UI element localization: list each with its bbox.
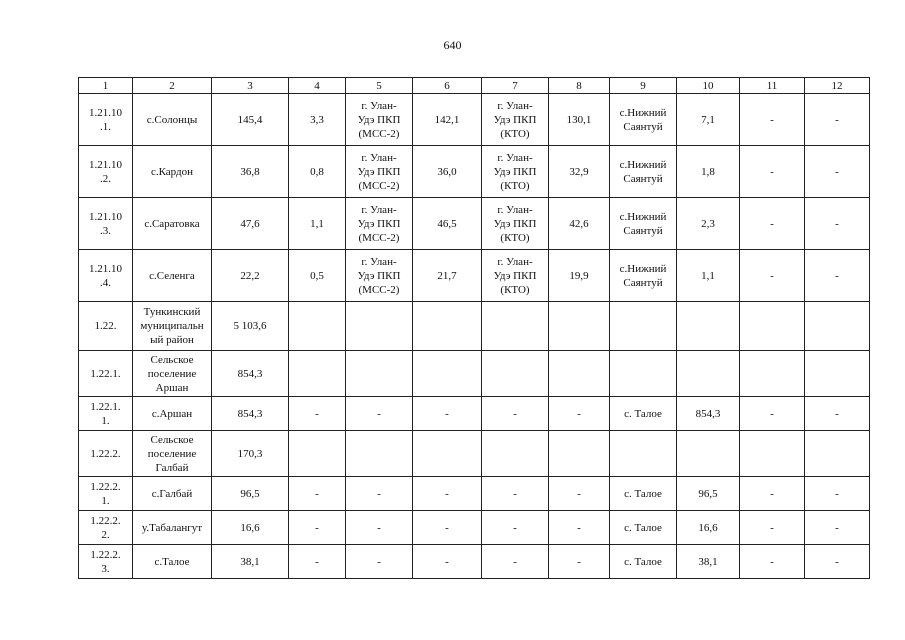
cell-text: г. Улан- Удэ ПКП (КТО) <box>493 151 537 192</box>
cell-text: 1,1 <box>701 269 715 282</box>
cell-text: г. Улан- Удэ ПКП (МСС-2) <box>357 151 401 192</box>
table-cell <box>482 250 549 302</box>
cell-text: 1.22.2. 3. <box>90 548 121 575</box>
cell-text: 1.22. <box>94 320 117 332</box>
table-cell <box>740 397 805 431</box>
table-cell <box>413 545 482 579</box>
table-cell <box>133 545 212 579</box>
cell-text: 1.22.1. <box>90 367 121 380</box>
cell-text: - <box>513 555 517 568</box>
table-cell <box>677 477 740 511</box>
table-cell <box>212 302 289 351</box>
table-cell <box>740 545 805 579</box>
cell-text: - <box>577 555 581 568</box>
table-cell <box>413 146 482 198</box>
table-cell <box>346 302 413 351</box>
cell-text: с.Нижний Саянтуй <box>619 106 667 133</box>
cell-text: с.Талое <box>154 555 190 568</box>
cell-text: 142,1 <box>434 113 460 126</box>
cell-text: 0,8 <box>310 165 324 178</box>
table-row <box>79 397 870 431</box>
cell-text: - <box>770 113 774 126</box>
cell-text: - <box>315 555 319 568</box>
cell-text: - <box>445 487 449 500</box>
table-cell <box>482 511 549 545</box>
cell-text: 1,1 <box>310 217 324 230</box>
cell-text: - <box>835 407 839 420</box>
cell-text: - <box>835 217 839 230</box>
cell-text: 32,9 <box>569 165 589 178</box>
table-cell <box>133 94 212 146</box>
table-cell <box>610 351 677 397</box>
cell-text: г. Улан- Удэ ПКП (МСС-2) <box>357 99 401 140</box>
cell-text: - <box>377 487 381 500</box>
table-cell <box>133 397 212 431</box>
cell-text: с.Галбай <box>151 487 193 500</box>
table-cell <box>289 146 346 198</box>
cell-text: 854,3 <box>237 367 263 380</box>
cell-text: 145,4 <box>237 113 263 126</box>
table-cell <box>740 198 805 250</box>
table-cell <box>413 351 482 397</box>
cell-text: 0,5 <box>310 269 324 282</box>
data-table <box>78 77 870 579</box>
table-cell <box>289 94 346 146</box>
table-cell <box>289 250 346 302</box>
table-cell <box>482 431 549 477</box>
table-cell <box>346 511 413 545</box>
table-row <box>79 477 870 511</box>
column-header: 5 <box>346 78 413 94</box>
cell-text: 38,1 <box>698 555 718 568</box>
table-row <box>79 146 870 198</box>
table-cell <box>133 302 212 351</box>
table-cell <box>610 545 677 579</box>
table-cell <box>610 431 677 477</box>
cell-text: 36,8 <box>240 165 260 178</box>
table-cell <box>740 302 805 351</box>
cell-text: с.Нижний Саянтуй <box>619 262 667 289</box>
table-row <box>79 302 870 351</box>
table-cell <box>482 351 549 397</box>
cell-text: - <box>835 113 839 126</box>
table-cell <box>413 250 482 302</box>
table-cell <box>805 397 870 431</box>
cell-text: - <box>445 555 449 568</box>
cell-text: - <box>770 555 774 568</box>
table-cell <box>79 397 133 431</box>
table-cell <box>740 146 805 198</box>
table-cell <box>740 431 805 477</box>
cell-text: - <box>377 521 381 534</box>
table-row <box>79 545 870 579</box>
table-cell <box>346 545 413 579</box>
cell-text: 2,3 <box>701 217 715 230</box>
cell-text: у.Табалангут <box>141 521 203 534</box>
table-cell <box>677 545 740 579</box>
table-cell <box>482 94 549 146</box>
table-cell <box>346 477 413 511</box>
table-cell <box>549 94 610 146</box>
table-cell <box>79 250 133 302</box>
table-cell <box>482 477 549 511</box>
cell-text: 47,6 <box>240 217 260 230</box>
table-row <box>79 351 870 397</box>
table-cell <box>677 511 740 545</box>
cell-text: 854,3 <box>695 407 721 420</box>
table-cell <box>549 302 610 351</box>
table-cell <box>482 545 549 579</box>
table-row <box>79 94 870 146</box>
table-cell <box>677 146 740 198</box>
page-number: 640 <box>443 38 462 52</box>
table-cell <box>79 477 133 511</box>
table-cell <box>805 198 870 250</box>
table-cell <box>610 511 677 545</box>
cell-text: 1.22.2. 1. <box>90 480 121 507</box>
cell-text: 21,7 <box>437 269 457 282</box>
table-cell <box>212 511 289 545</box>
cell-text: - <box>835 165 839 178</box>
column-header: 7 <box>482 78 549 94</box>
table-cell <box>289 351 346 397</box>
table-cell <box>805 351 870 397</box>
column-header: 2 <box>133 78 212 94</box>
table-cell <box>79 511 133 545</box>
cell-text: 16,6 <box>240 521 260 534</box>
cell-text: 16,6 <box>698 521 718 534</box>
cell-text: - <box>577 407 581 420</box>
table-cell <box>482 397 549 431</box>
table-row <box>79 198 870 250</box>
table-cell <box>289 545 346 579</box>
cell-text: - <box>835 521 839 534</box>
table-cell <box>133 198 212 250</box>
cell-text: 1.22.1. 1. <box>90 400 121 427</box>
table-cell <box>133 431 212 477</box>
cell-text: 38,1 <box>240 555 260 568</box>
cell-text: - <box>377 555 381 568</box>
table-cell <box>212 545 289 579</box>
table-cell <box>212 94 289 146</box>
column-header: 10 <box>677 78 740 94</box>
table-cell <box>289 302 346 351</box>
cell-text: - <box>577 487 581 500</box>
cell-text: 3,3 <box>310 113 324 126</box>
table-cell <box>212 146 289 198</box>
cell-text: 1,8 <box>701 165 715 178</box>
cell-text: 170,3 <box>237 447 263 460</box>
table-cell <box>482 302 549 351</box>
cell-text: - <box>445 521 449 534</box>
table-cell <box>79 198 133 250</box>
cell-text: - <box>770 217 774 230</box>
cell-text: с.Солонцы <box>146 113 198 126</box>
table-cell <box>346 351 413 397</box>
column-header: 4 <box>289 78 346 94</box>
column-header: 8 <box>549 78 610 94</box>
cell-text: с. Талое <box>624 407 662 420</box>
cell-text: - <box>513 487 517 500</box>
column-header: 9 <box>610 78 677 94</box>
cell-text: 36,0 <box>437 165 457 178</box>
cell-text: 96,5 <box>698 487 718 500</box>
table-cell <box>289 511 346 545</box>
cell-text: 5 103,6 <box>233 320 267 332</box>
table-cell <box>413 94 482 146</box>
table-cell <box>346 94 413 146</box>
cell-text: - <box>513 521 517 534</box>
table-cell <box>677 302 740 351</box>
cell-text: 1.21.10 .2. <box>89 158 122 185</box>
column-header: 1 <box>79 78 133 94</box>
cell-text: г. Улан- Удэ ПКП (МСС-2) <box>357 203 401 244</box>
cell-text: - <box>835 269 839 282</box>
table-cell <box>740 351 805 397</box>
table-cell <box>413 397 482 431</box>
cell-text: - <box>770 269 774 282</box>
table-cell <box>413 302 482 351</box>
table-cell <box>610 477 677 511</box>
table-cell <box>549 431 610 477</box>
cell-text: - <box>770 487 774 500</box>
cell-text: с.Саратовка <box>144 217 200 230</box>
table-cell <box>805 431 870 477</box>
table-cell <box>740 94 805 146</box>
table-cell <box>677 198 740 250</box>
cell-text: с. Талое <box>624 555 662 568</box>
table-cell <box>133 351 212 397</box>
cell-text: с.Селенга <box>149 269 195 282</box>
table-cell <box>549 511 610 545</box>
table-cell <box>610 146 677 198</box>
table-cell <box>677 431 740 477</box>
table-row <box>79 250 870 302</box>
column-header: 6 <box>413 78 482 94</box>
table-cell <box>289 198 346 250</box>
cell-text: с.Нижний Саянтуй <box>619 210 667 237</box>
cell-text: с.Нижний Саянтуй <box>619 158 667 185</box>
cell-text: - <box>377 407 381 420</box>
cell-text: Тункинский муниципальн ый район <box>140 306 204 346</box>
table-cell <box>805 94 870 146</box>
table-cell <box>79 431 133 477</box>
cell-text: 96,5 <box>240 487 260 500</box>
table-cell <box>346 250 413 302</box>
table-cell <box>805 477 870 511</box>
table-cell <box>289 431 346 477</box>
table-cell <box>549 545 610 579</box>
table-row <box>79 431 870 477</box>
cell-text: 1.21.10 .4. <box>89 262 122 289</box>
cell-text: - <box>770 165 774 178</box>
table-cell <box>413 511 482 545</box>
cell-text: 46,5 <box>437 217 457 230</box>
cell-text: г. Улан- Удэ ПКП (КТО) <box>493 99 537 140</box>
cell-text: с.Кардон <box>150 165 194 178</box>
cell-text: г. Улан- Удэ ПКП (КТО) <box>493 203 537 244</box>
table-cell <box>482 198 549 250</box>
table-cell <box>289 397 346 431</box>
column-header: 12 <box>805 78 870 94</box>
table-cell <box>677 94 740 146</box>
table-cell <box>212 477 289 511</box>
cell-text: 7,1 <box>701 113 715 126</box>
cell-text: 19,9 <box>569 269 589 282</box>
table-cell <box>805 250 870 302</box>
table-cell <box>346 397 413 431</box>
table-cell <box>740 511 805 545</box>
table-cell <box>346 198 413 250</box>
cell-text: Сельское поселение Аршан <box>147 353 197 394</box>
cell-text: 1.22.2. <box>90 447 121 460</box>
table-cell <box>79 545 133 579</box>
table-cell <box>610 250 677 302</box>
table-cell <box>549 351 610 397</box>
table-cell <box>610 302 677 351</box>
table-cell <box>212 431 289 477</box>
table-cell <box>740 477 805 511</box>
cell-text: - <box>445 407 449 420</box>
table-cell <box>677 250 740 302</box>
table-cell <box>805 545 870 579</box>
table-cell <box>610 94 677 146</box>
cell-text: 1.21.10 .1. <box>89 106 122 133</box>
cell-text: с.Аршан <box>151 407 193 420</box>
cell-text: - <box>315 487 319 500</box>
cell-text: - <box>577 521 581 534</box>
table-cell <box>805 511 870 545</box>
header-row <box>79 78 870 94</box>
column-header: 11 <box>740 78 805 94</box>
cell-text: 130,1 <box>566 113 592 126</box>
table-cell <box>610 397 677 431</box>
column-header: 3 <box>212 78 289 94</box>
table-cell <box>482 146 549 198</box>
cell-text: - <box>513 407 517 420</box>
cell-text: - <box>835 487 839 500</box>
cell-text: - <box>770 407 774 420</box>
table-cell <box>289 477 346 511</box>
cell-text: г. Улан- Удэ ПКП (МСС-2) <box>357 255 401 296</box>
table-cell <box>610 198 677 250</box>
table-cell <box>805 302 870 351</box>
cell-text: - <box>770 521 774 534</box>
table-cell <box>212 397 289 431</box>
table-cell <box>79 146 133 198</box>
table-cell <box>413 198 482 250</box>
cell-text: с. Талое <box>624 521 662 534</box>
cell-text: 1.21.10 .3. <box>89 210 122 237</box>
cell-text: с. Талое <box>624 487 662 500</box>
cell-text: Сельское поселение Галбай <box>147 433 197 474</box>
table-cell <box>346 431 413 477</box>
cell-text: - <box>835 555 839 568</box>
table-cell <box>133 146 212 198</box>
cell-text: г. Улан- Удэ ПКП (КТО) <box>493 255 537 296</box>
table-cell <box>212 250 289 302</box>
table-cell <box>79 94 133 146</box>
table-cell <box>133 511 212 545</box>
table-cell <box>79 302 133 351</box>
cell-text: - <box>315 407 319 420</box>
table-cell <box>346 146 413 198</box>
table-cell <box>212 198 289 250</box>
cell-text: 22,2 <box>240 269 260 282</box>
table-cell <box>413 477 482 511</box>
table-row <box>79 511 870 545</box>
cell-text: 854,3 <box>237 407 263 420</box>
table-cell <box>549 477 610 511</box>
cell-text: 1.22.2. 2. <box>90 514 121 541</box>
cell-text: 42,6 <box>569 217 589 230</box>
table-cell <box>79 351 133 397</box>
table-cell <box>677 351 740 397</box>
table-cell <box>212 351 289 397</box>
table-cell <box>549 146 610 198</box>
table-cell <box>740 250 805 302</box>
table-cell <box>549 250 610 302</box>
table-cell <box>805 146 870 198</box>
table-cell <box>413 431 482 477</box>
table-cell <box>133 477 212 511</box>
table-cell <box>133 250 212 302</box>
table-cell <box>549 198 610 250</box>
table-cell <box>549 397 610 431</box>
cell-text: - <box>315 521 319 534</box>
table-cell <box>677 397 740 431</box>
